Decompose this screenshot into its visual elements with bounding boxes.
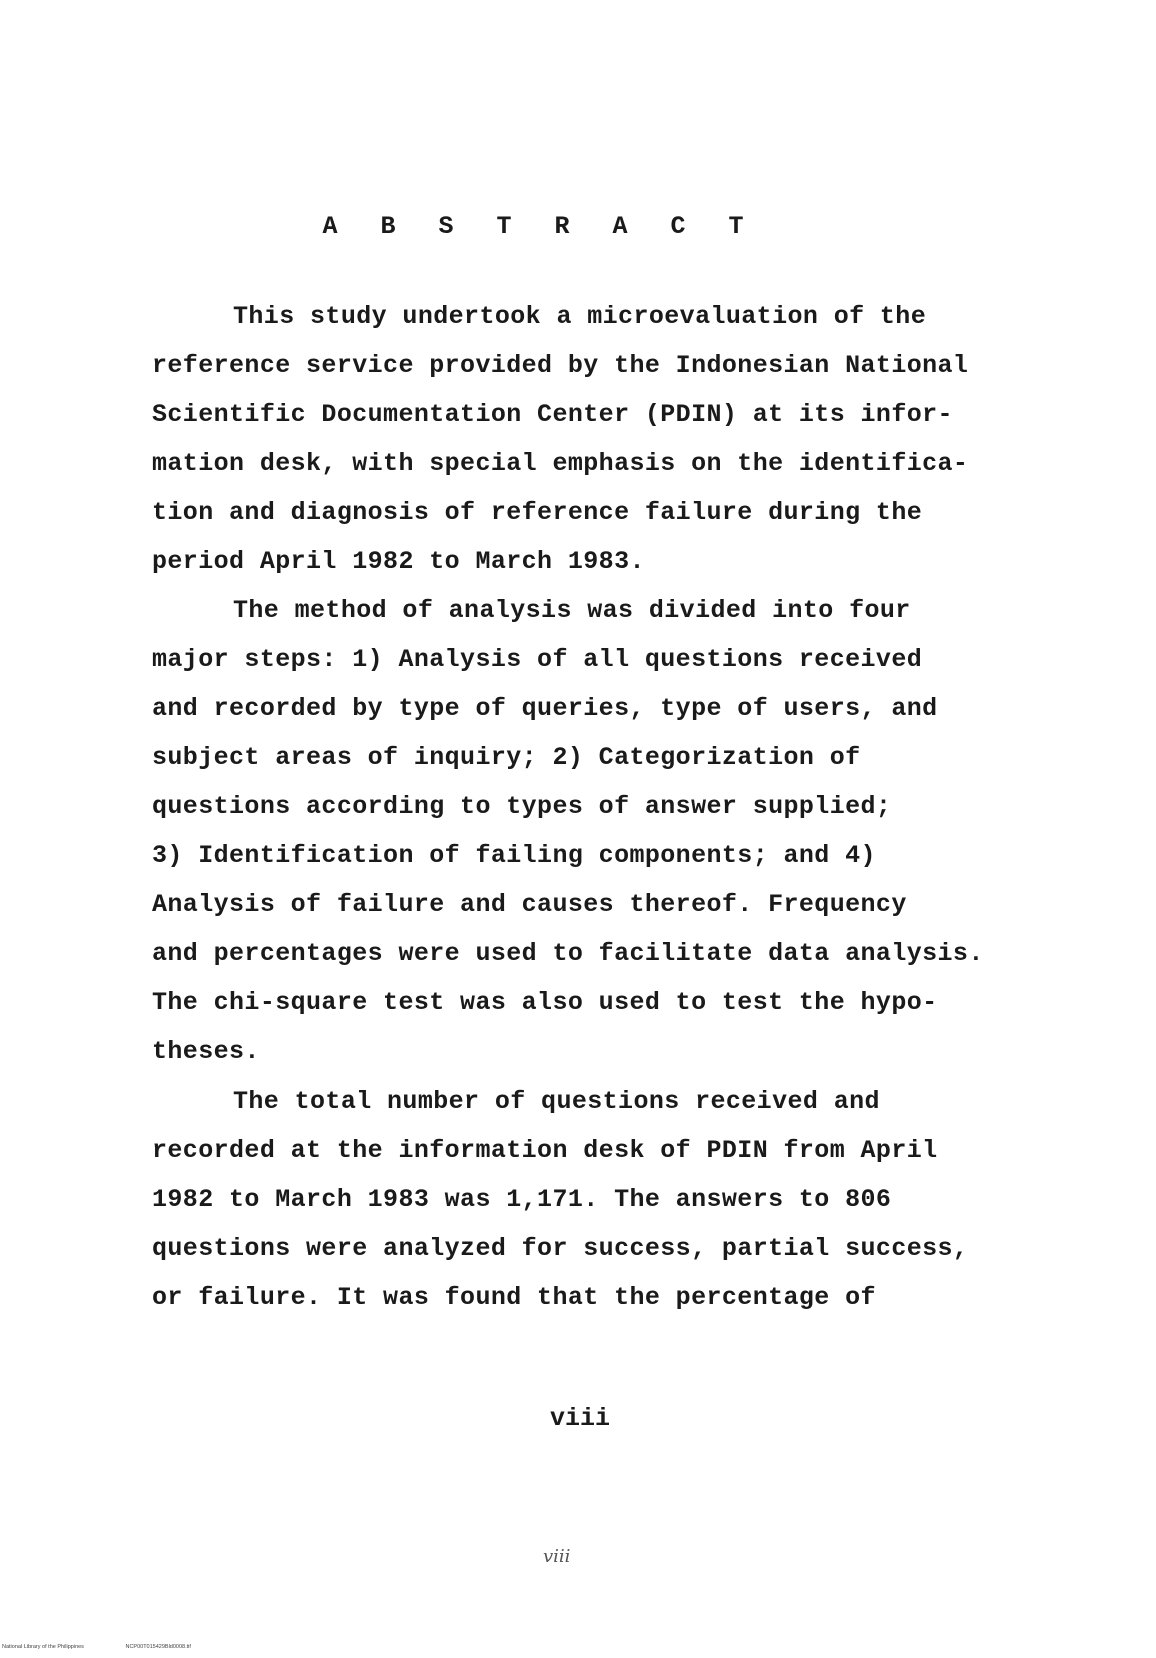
p2-line-7: Analysis of failure and causes thereof. Frequency	[152, 890, 907, 919]
p1-line-4: mation desk, with special emphasis on the identifica-	[152, 449, 969, 478]
p3-line-2: recorded at the information desk of PDIN from April	[152, 1136, 938, 1165]
p3-line-4: questions were analyzed for success, partial success,	[152, 1234, 969, 1263]
p2-line-3: and recorded by type of queries, type of users, and	[152, 694, 938, 723]
p2-line-2: major steps: 1) Analysis of all questions received	[152, 645, 923, 674]
p3-line-5: or failure. It was found that the percentage of	[152, 1283, 876, 1312]
abstract-heading: A B S T R A C T	[322, 212, 758, 241]
page-number: viii	[550, 1404, 611, 1433]
p3-line-1: The total number of questions received and	[233, 1087, 880, 1116]
p2-line-4: subject areas of inquiry; 2) Categorization of	[152, 743, 861, 772]
p2-line-8: and percentages were used to facilitate data analysis.	[152, 939, 984, 968]
p2-line-1: The method of analysis was divided into four	[233, 596, 911, 625]
footer-library: National Library of the Philippines	[2, 1644, 84, 1650]
p1-line-5: tion and diagnosis of reference failure during the	[152, 498, 923, 527]
handwritten-page-mark: viii	[543, 1546, 571, 1567]
scan-footer	[2, 1644, 231, 1650]
p1-line-6: period April 1982 to March 1983.	[152, 547, 645, 576]
p2-line-5: questions according to types of answer supplied;	[152, 792, 892, 821]
footer-file: NCP00T015429Bld0008.tif	[125, 1644, 191, 1650]
p2-line-10: theses.	[152, 1037, 260, 1066]
p3-line-3: 1982 to March 1983 was 1,171. The answers to 806	[152, 1185, 892, 1214]
p1-line-3: Scientific Documentation Center (PDIN) at its infor-	[152, 400, 953, 429]
p1-line-1: This study undertook a microevaluation of the	[233, 302, 927, 331]
p2-line-9: The chi-square test was also used to test the hypo-	[152, 988, 938, 1017]
p1-line-2: reference service provided by the Indonesian National	[152, 351, 969, 380]
p2-line-6: 3) Identification of failing components; and 4)	[152, 841, 876, 870]
